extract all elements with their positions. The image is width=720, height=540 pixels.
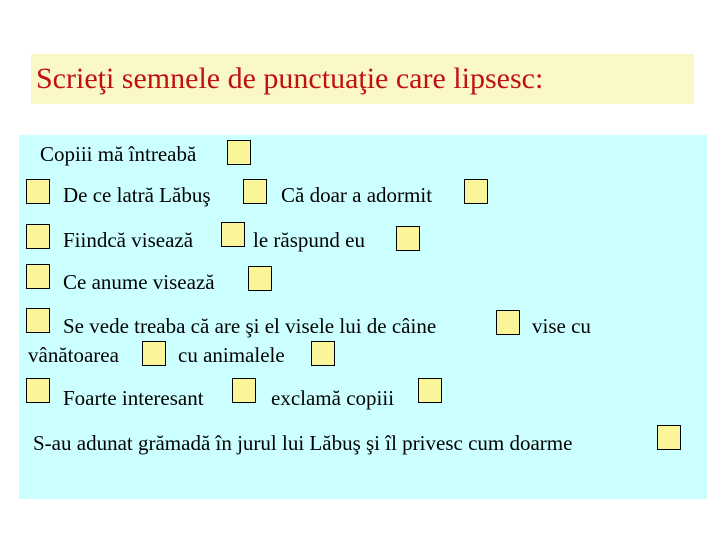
sentence-text: Se vede treaba că are şi el visele lui de câine	[63, 314, 437, 338]
punctuation-answer-box[interactable]	[26, 224, 50, 249]
sentence-text: Ce anume visează	[63, 270, 215, 294]
sentence-text: Foarte interesant	[63, 386, 204, 410]
punctuation-answer-box[interactable]	[657, 425, 681, 450]
sentence-text: De ce latră Lăbuş	[63, 183, 211, 207]
punctuation-answer-box[interactable]	[227, 140, 251, 165]
punctuation-answer-box[interactable]	[142, 341, 166, 366]
sentence-text: Că doar a adormit	[281, 183, 433, 207]
sentence-text: exclamă copiii	[271, 386, 395, 410]
sentence-text: vise cu	[532, 314, 591, 338]
punctuation-answer-box[interactable]	[311, 341, 335, 366]
punctuation-answer-box[interactable]	[248, 266, 272, 291]
punctuation-answer-box[interactable]	[26, 264, 50, 289]
sentence-text: Copiii mă întreabă	[40, 142, 197, 166]
sentence-text: le răspund eu	[253, 228, 365, 252]
punctuation-answer-box[interactable]	[496, 310, 520, 335]
sentence-text: S-au adunat grămadă în jurul lui Lăbuş şi îl privesc cum doarme	[33, 431, 573, 455]
punctuation-answer-box[interactable]	[464, 179, 488, 204]
punctuation-answer-box[interactable]	[26, 179, 50, 204]
punctuation-answer-box[interactable]	[221, 222, 245, 247]
punctuation-answer-box[interactable]	[26, 308, 50, 333]
punctuation-answer-box[interactable]	[396, 226, 420, 251]
sentence-text: cu animalele	[178, 343, 285, 367]
punctuation-answer-box[interactable]	[26, 378, 50, 403]
punctuation-answer-box[interactable]	[418, 378, 442, 403]
sentence-text: Fiindcă visează	[63, 228, 194, 252]
punctuation-answer-box[interactable]	[243, 179, 267, 204]
punctuation-answer-box[interactable]	[232, 378, 256, 403]
sentence-text: vânătoarea	[28, 343, 119, 367]
page-title: Scrieţi semnele de punctuaţie care lipsesc:	[36, 62, 544, 95]
